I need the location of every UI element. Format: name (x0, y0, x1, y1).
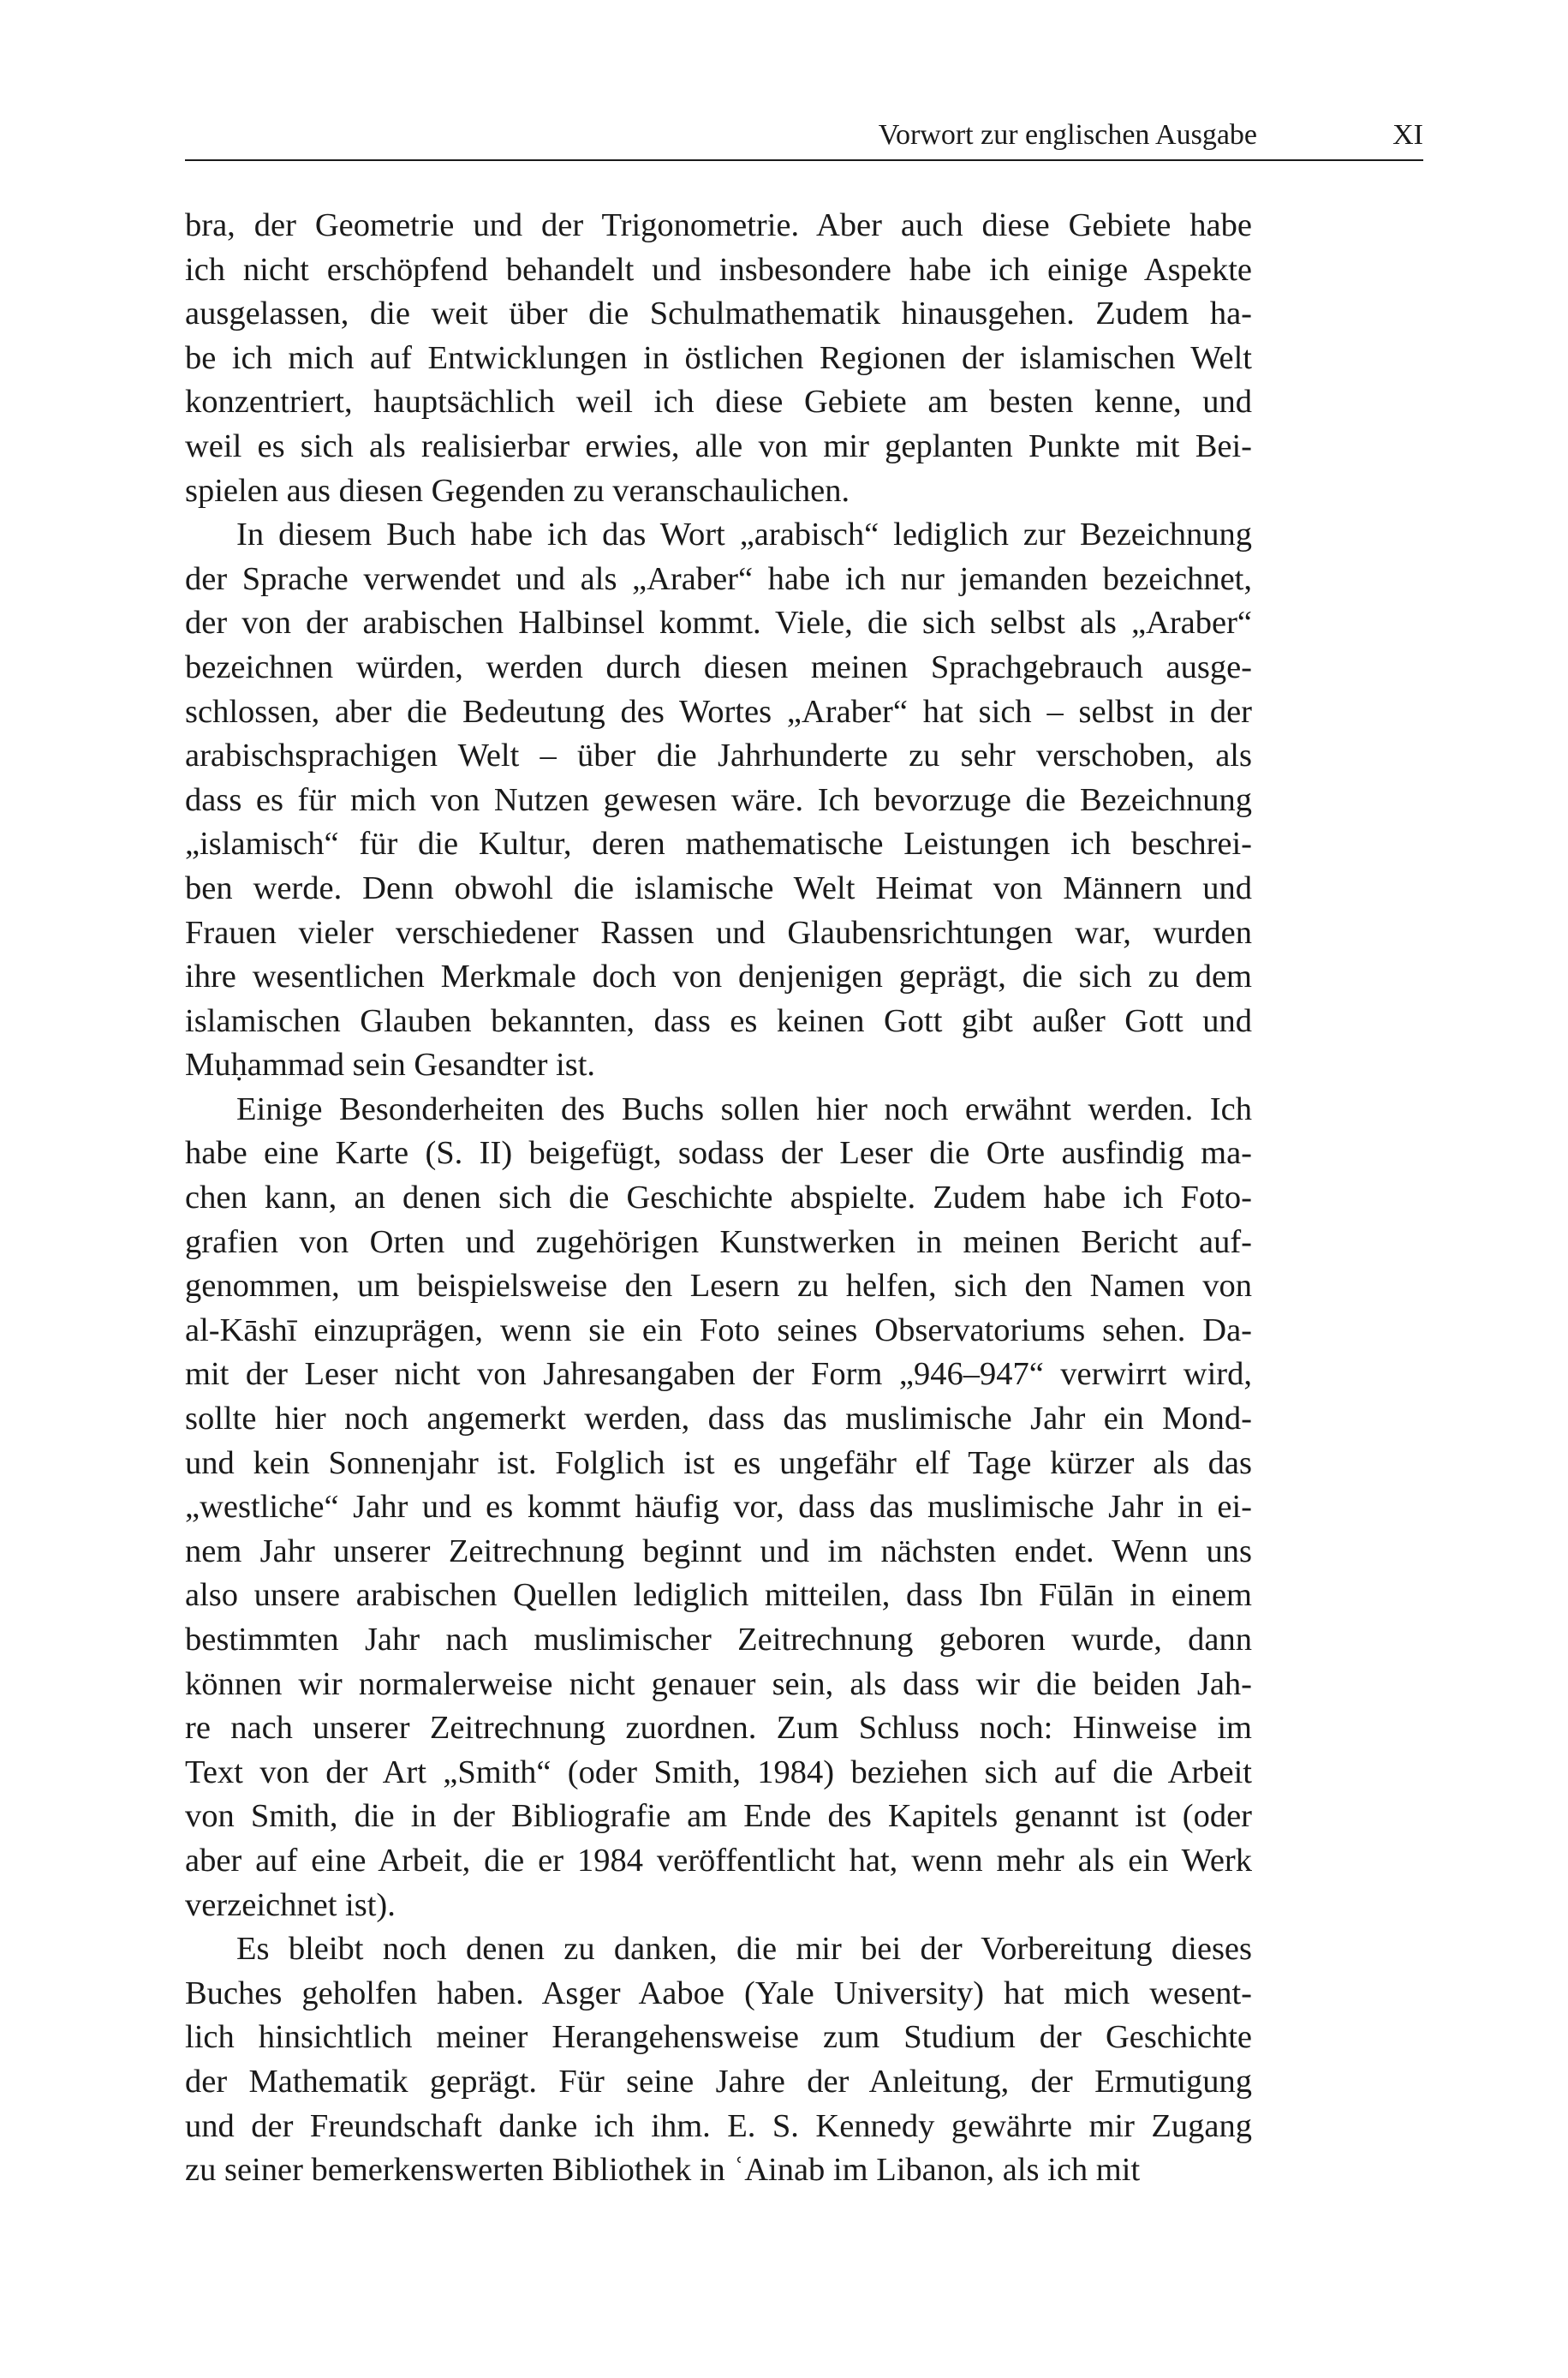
text-line: Buches geholfen haben. Asger Aaboe (Yale University) hat mich wesent- (185, 1975, 1252, 2011)
text-line: grafien von Orten und zugehörigen Kunstwerken in meinen Bericht auf- (185, 1223, 1252, 1260)
paragraph (185, 1088, 1252, 1927)
body-text (185, 204, 1252, 2193)
text-line: zu seiner bemerkenswerten Bibliothek in ʿAinab im Libanon, als ich mit (185, 2152, 1141, 2189)
text-line: verzeichnet ist). (185, 1886, 396, 1923)
text-line: ausgelassen, die weit über die Schulmathematik hinausgehen. Zudem ha- (185, 296, 1252, 332)
text-line: lich hinsichtlich meiner Herangehensweise zum Studium der Geschichte (185, 2019, 1252, 2056)
paragraph (185, 513, 1252, 1088)
text-line: aber auf eine Arbeit, die er 1984 veröffentlicht hat, wenn mehr als ein Werk (185, 1842, 1252, 1879)
text-line: von Smith, die in der Bibliografie am Ende des Kapitels genannt ist (oder (185, 1798, 1252, 1835)
text-line: bestimmten Jahr nach muslimischer Zeitrechnung geboren wurde, dann (185, 1622, 1252, 1658)
text-line: „islamisch“ für die Kultur, deren mathematische Leistungen ich beschrei- (185, 826, 1252, 863)
text-line: dass es für mich von Nutzen gewesen wäre. Ich bevorzuge die Bezeichnung (185, 781, 1252, 818)
text-line: ben werde. Denn obwohl die islamische Welt Heimat von Männern und (185, 869, 1252, 906)
text-line: der von der arabischen Halbinsel kommt. Viele, die sich selbst als „Araber“ (185, 605, 1252, 642)
text-line: Einige Besonderheiten des Buchs sollen hier noch erwähnt werden. Ich (236, 1090, 1252, 1127)
text-line: genommen, um beispielsweise den Lesern zu helfen, sich den Namen von (185, 1268, 1252, 1305)
paragraph (185, 204, 1252, 513)
text-line: der Sprache verwendet und als „Araber“ habe ich nur jemanden bezeichnet, (185, 560, 1252, 597)
running-head (185, 117, 1423, 161)
text-line: konzentriert, hauptsächlich weil ich diese Gebiete am besten kenne, und (185, 384, 1252, 421)
text-line: schlossen, aber die Bedeutung des Wortes „Araber“ hat sich – selbst in der (185, 693, 1252, 730)
text-line: weil es sich als realisierbar erwies, alle von mir geplanten Punkte mit Bei- (185, 427, 1252, 464)
text-line: chen kann, an denen sich die Geschichte abspielte. Zudem habe ich Foto- (185, 1180, 1252, 1216)
text-line: mit der Leser nicht von Jahresangaben der Form „946–947“ verwirrt wird, (185, 1356, 1252, 1393)
running-title: Vorwort zur englischen Ausgabe (878, 119, 1257, 151)
text-line: nem Jahr unserer Zeitrechnung beginnt und im nächsten endet. Wenn uns (185, 1533, 1252, 1569)
text-line: bra, der Geometrie und der Trigonometrie. Aber auch diese Gebiete habe (185, 207, 1252, 243)
text-line: bezeichnen würden, werden durch diesen meinen Sprachgebrauch ausge- (185, 648, 1252, 685)
text-line: habe eine Karte (S. II) beigefügt, sodass der Leser die Orte ausfindig ma- (185, 1135, 1252, 1172)
paragraph (185, 1927, 1252, 2193)
text-line: sollte hier noch angemerkt werden, dass das muslimische Jahr ein Mond- (185, 1401, 1252, 1437)
text-line: Muḥammad sein Gesandter ist. (185, 1047, 596, 1084)
page-number: XI (1392, 119, 1423, 151)
text-line: spielen aus diesen Gegenden zu veranschaulichen. (185, 472, 850, 509)
text-line: und kein Sonnenjahr ist. Folglich ist es ungefähr elf Tage kürzer als das (185, 1444, 1252, 1481)
text-line: arabischsprachigen Welt – über die Jahrhunderte zu sehr verschoben, als (185, 738, 1252, 774)
text-line: Text von der Art „Smith“ (oder Smith, 1984) beziehen sich auf die Arbeit (185, 1754, 1252, 1790)
text-line: In diesem Buch habe ich das Wort „arabisch“ lediglich zur Bezeichnung (236, 517, 1252, 553)
text-line: ihre wesentlichen Merkmale doch von denjenigen geprägt, die sich zu dem (185, 959, 1252, 995)
text-line: Frauen vieler verschiedener Rassen und Glaubensrichtungen war, wurden (185, 914, 1252, 951)
text-line: Es bleibt noch denen zu danken, die mir bei der Vorbereitung dieses (236, 1931, 1252, 1968)
text-line: „westliche“ Jahr und es kommt häufig vor, dass das muslimische Jahr in ei- (185, 1489, 1252, 1526)
text-line: re nach unserer Zeitrechnung zuordnen. Zum Schluss noch: Hinweise im (185, 1710, 1252, 1747)
text-line: islamischen Glauben bekannten, dass es keinen Gott gibt außer Gott und (185, 1002, 1252, 1039)
text-line: ich nicht erschöpfend behandelt und insbesondere habe ich einige Aspekte (185, 251, 1252, 288)
text-line: al-Kāshī einzuprägen, wenn sie ein Foto seines Observatoriums sehen. Da- (185, 1311, 1252, 1348)
text-line: der Mathematik geprägt. Für seine Jahre der Anleitung, der Ermutigung (185, 2063, 1252, 2100)
text-line: und der Freundschaft danke ich ihm. E. S. Kennedy gewährte mir Zugang (185, 2107, 1252, 2144)
text-line: können wir normalerweise nicht genauer sein, als dass wir die beiden Jah- (185, 1665, 1252, 1702)
text-line: also unsere arabischen Quellen lediglich mitteilen, dass Ibn Fūlān in einem (185, 1577, 1252, 1614)
text-line: be ich mich auf Entwicklungen in östlichen Regionen der islamischen Welt (185, 339, 1252, 376)
